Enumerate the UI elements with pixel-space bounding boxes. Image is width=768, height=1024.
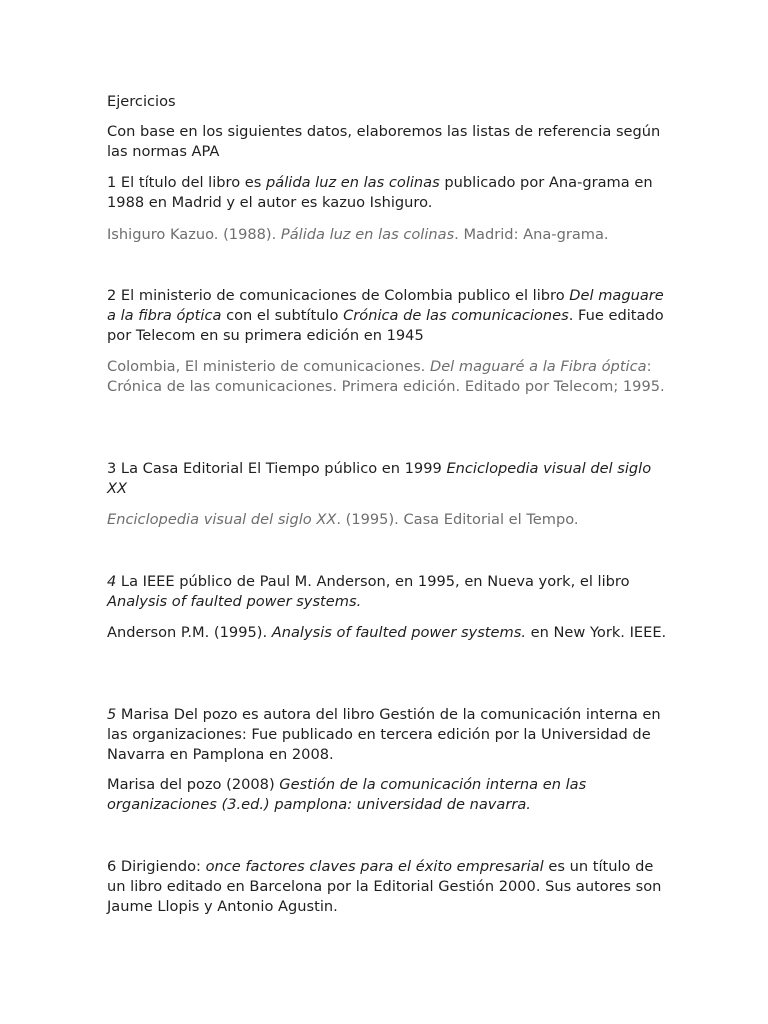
exercise-5-question: 5 Marisa Del pozo es autora del libro Gestión de la comunicación interna en las organizaciones: Fue publicado en tercera edición por la Universidad de Navarra en Pamplona en 2008. bbox=[107, 706, 661, 763]
exercise-number: 5 bbox=[107, 706, 117, 723]
intro-paragraph: Con base en los siguientes datos, elaboremos las listas de referencia según las normas APA bbox=[107, 123, 661, 160]
exercise-3-answer: Enciclopedia visual del siglo XX. (1995). Casa Editorial el Tempo. bbox=[107, 511, 579, 528]
document-title: Ejercicios bbox=[107, 93, 176, 110]
exercise-6-question: 6 Dirigiendo: once factores claves para el éxito empresarial es un título de un libro editado en Barcelona por la Editorial Gestión 2000. Sus autores son Jaume Llopis y Antonio Agustin. bbox=[107, 858, 662, 915]
exercise-1-question: 1 El título del libro es pálida luz en las colinas publicado por Ana-grama en 1988 en Madrid y el autor es kazuo Ishiguro. bbox=[107, 174, 653, 211]
exercise-1-answer: Ishiguro Kazuo. (1988). Pálida luz en las colinas. Madrid: Ana-grama. bbox=[107, 226, 609, 243]
exercise-number: 6 bbox=[107, 858, 117, 875]
exercise-number: 3 bbox=[107, 460, 117, 477]
exercise-2-answer: Colombia, El ministerio de comunicaciones. Del maguaré a la Fibra óptica: Crónica de las comunicaciones. Primera edición. Editado por Telecom; 1995. bbox=[107, 358, 665, 395]
exercise-2-question: 2 El ministerio de comunicaciones de Colombia publico el libro Del maguare a la fibra óptica con el subtítulo Crónica de las comunicaciones. Fue editado por Telecom en su primera edición en 1945 bbox=[107, 287, 664, 344]
exercise-5-answer: Marisa del pozo (2008) Gestión de la comunicación interna en las organizaciones (3.ed.) pamplona: universidad de navarra. bbox=[107, 776, 587, 813]
exercise-4-answer: Anderson P.M. (1995). Analysis of faulted power systems. en New York. IEEE. bbox=[107, 624, 667, 641]
exercise-3-question: 3 La Casa Editorial El Tiempo público en 1999 Enciclopedia visual del siglo XX bbox=[107, 460, 652, 497]
exercise-4-question: 4 La IEEE público de Paul M. Anderson, en 1995, en Nueva york, el libro Analysis of faulted power systems. bbox=[107, 573, 630, 610]
exercise-number: 4 bbox=[107, 573, 117, 590]
exercise-number: 1 bbox=[107, 174, 117, 191]
exercise-number: 2 bbox=[107, 287, 117, 304]
